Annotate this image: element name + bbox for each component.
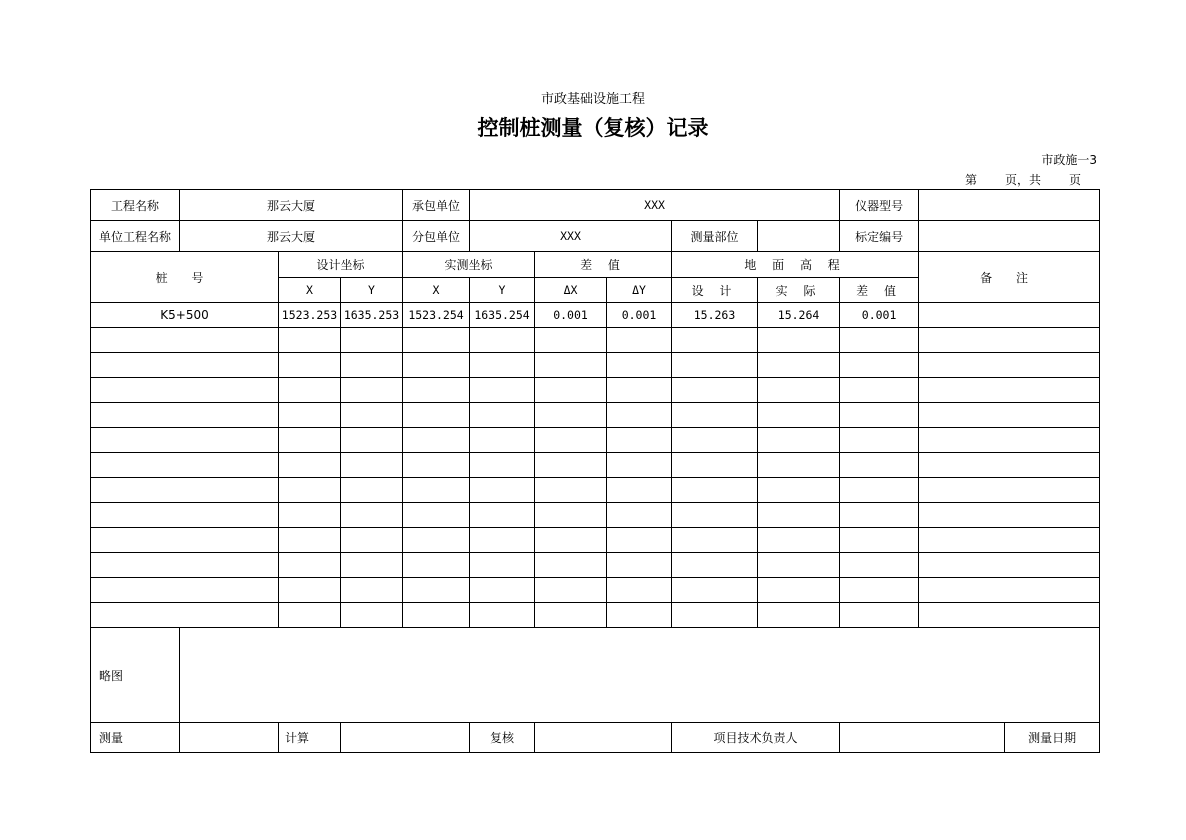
measured-x-cell[interactable] (403, 353, 470, 378)
pile-no-cell[interactable] (91, 553, 279, 578)
delta-x-cell[interactable] (535, 528, 607, 553)
remark-cell[interactable] (919, 378, 1100, 403)
design-x-cell[interactable] (279, 453, 341, 478)
table-row (91, 578, 1100, 603)
table-row (91, 503, 1100, 528)
pile-no-cell[interactable]: K5+500 (91, 303, 279, 328)
elev-design-cell[interactable] (672, 478, 758, 503)
measured-x-cell[interactable] (403, 553, 470, 578)
subcontractor-label: 分包单位 (403, 221, 470, 252)
survey-part-label: 测量部位 (672, 221, 758, 252)
instrument-model-label: 仪器型号 (840, 190, 919, 221)
remark-cell[interactable] (919, 578, 1100, 603)
elev-diff-cell[interactable] (840, 403, 919, 428)
contractor-label: 承包单位 (403, 190, 470, 221)
unit-project-label: 单位工程名称 (91, 221, 180, 252)
design-y-cell[interactable]: 1635.253 (341, 303, 403, 328)
info-row-2 (91, 221, 1100, 252)
elev-design-cell[interactable] (672, 378, 758, 403)
measured-x-cell[interactable] (403, 403, 470, 428)
elev-design-cell[interactable] (672, 578, 758, 603)
elev-diff-cell[interactable] (840, 453, 919, 478)
page-label-b: 页，共 (1005, 173, 1042, 187)
delta-x-cell[interactable] (535, 553, 607, 578)
elev-actual-cell[interactable] (758, 428, 840, 453)
elev-design-cell[interactable] (672, 328, 758, 353)
elev-diff-cell[interactable] (840, 528, 919, 553)
column-group-header (91, 252, 1100, 278)
measured-y-header: Y (470, 278, 535, 303)
remark-cell[interactable] (919, 503, 1100, 528)
survey-date-label: 测量日期 (1005, 723, 1100, 753)
design-y-cell[interactable] (341, 578, 403, 603)
elev-diff-cell[interactable] (840, 553, 919, 578)
design-x-header: X (279, 278, 341, 303)
delta-y-cell[interactable] (607, 478, 672, 503)
elev-actual-cell[interactable] (758, 453, 840, 478)
measured-x-header: X (403, 278, 470, 303)
delta-x-cell[interactable] (535, 378, 607, 403)
measured-coord-header: 实测坐标 (403, 252, 535, 278)
delta-y-cell[interactable] (607, 378, 672, 403)
measured-x-cell[interactable]: 1523.254 (403, 303, 470, 328)
pile-no-cell[interactable] (91, 503, 279, 528)
delta-x-cell[interactable] (535, 578, 607, 603)
measured-y-cell[interactable] (470, 378, 535, 403)
delta-y-cell[interactable] (607, 528, 672, 553)
calc-signature[interactable] (341, 723, 470, 753)
pile-no-cell[interactable] (91, 578, 279, 603)
pile-no-cell[interactable] (91, 428, 279, 453)
pile-no-cell[interactable] (91, 328, 279, 353)
measured-x-cell[interactable] (403, 578, 470, 603)
elev-design-cell[interactable]: 15.263 (672, 303, 758, 328)
measured-y-cell[interactable] (470, 553, 535, 578)
elev-diff-cell[interactable] (840, 503, 919, 528)
page-info (965, 171, 1081, 188)
remarks-header: 备 注 (919, 252, 1100, 303)
elev-diff-cell[interactable] (840, 378, 919, 403)
table-row (91, 428, 1100, 453)
design-y-cell[interactable] (341, 403, 403, 428)
elev-diff-cell[interactable] (840, 428, 919, 453)
table-row (91, 378, 1100, 403)
info-row-1 (91, 190, 1100, 221)
page-label-c: 页 (1069, 173, 1082, 187)
review-signature[interactable] (535, 723, 672, 753)
instrument-model-value[interactable] (919, 190, 1100, 221)
measured-x-cell[interactable] (403, 453, 470, 478)
elev-design-header: 设 计 (672, 278, 758, 303)
measured-y-cell[interactable] (470, 353, 535, 378)
elev-actual-cell[interactable] (758, 353, 840, 378)
elev-actual-cell[interactable] (758, 578, 840, 603)
elev-diff-cell[interactable] (840, 578, 919, 603)
delta-y-cell[interactable] (607, 403, 672, 428)
calibration-no-label: 标定编号 (840, 221, 919, 252)
design-y-cell[interactable] (341, 478, 403, 503)
elev-design-cell[interactable] (672, 453, 758, 478)
delta-y-cell[interactable] (607, 428, 672, 453)
table-row (91, 453, 1100, 478)
measured-y-cell[interactable] (470, 453, 535, 478)
design-y-header: Y (341, 278, 403, 303)
unit-project-value[interactable]: 那云大厦 (180, 221, 403, 252)
design-x-cell[interactable] (279, 428, 341, 453)
elev-actual-cell[interactable]: 15.264 (758, 303, 840, 328)
calc-label: 计算 (279, 723, 341, 753)
table-row (91, 553, 1100, 578)
measured-x-cell[interactable] (403, 328, 470, 353)
design-y-cell[interactable] (341, 428, 403, 453)
difference-header: 差 值 (535, 252, 672, 278)
design-x-cell[interactable] (279, 603, 341, 628)
review-label: 复核 (470, 723, 535, 753)
delta-x-cell[interactable] (535, 503, 607, 528)
sketch-row (91, 628, 1100, 723)
page-label-a: 第 (965, 173, 978, 187)
elev-diff-cell[interactable] (840, 603, 919, 628)
signature-row (91, 723, 1100, 753)
design-y-cell[interactable] (341, 353, 403, 378)
delta-x-cell[interactable] (535, 603, 607, 628)
remark-cell[interactable] (919, 478, 1100, 503)
table-row (91, 478, 1100, 503)
measured-y-cell[interactable] (470, 403, 535, 428)
measured-y-cell[interactable]: 1635.254 (470, 303, 535, 328)
design-coord-header: 设计坐标 (279, 252, 403, 278)
remark-cell[interactable] (919, 353, 1100, 378)
design-x-cell[interactable] (279, 353, 341, 378)
measured-y-cell[interactable] (470, 578, 535, 603)
remark-cell[interactable] (919, 328, 1100, 353)
elev-design-cell[interactable] (672, 528, 758, 553)
contractor-value[interactable]: XXX (470, 190, 840, 221)
delta-x-cell[interactable] (535, 403, 607, 428)
elev-actual-cell[interactable] (758, 403, 840, 428)
design-x-cell[interactable] (279, 553, 341, 578)
delta-y-cell[interactable] (607, 503, 672, 528)
measured-y-cell[interactable] (470, 603, 535, 628)
delta-x-header: ΔX (535, 278, 607, 303)
design-x-cell[interactable]: 1523.253 (279, 303, 341, 328)
table-row (91, 353, 1100, 378)
subcontractor-value[interactable]: XXX (470, 221, 672, 252)
design-x-cell[interactable] (279, 328, 341, 353)
elev-diff-header: 差 值 (840, 278, 919, 303)
delta-y-cell[interactable] (607, 603, 672, 628)
design-x-cell[interactable] (279, 478, 341, 503)
measured-x-cell[interactable] (403, 378, 470, 403)
elev-actual-cell[interactable] (758, 553, 840, 578)
elev-actual-cell[interactable] (758, 328, 840, 353)
elev-diff-cell[interactable] (840, 478, 919, 503)
elev-design-cell[interactable] (672, 603, 758, 628)
remark-cell[interactable] (919, 603, 1100, 628)
design-y-cell[interactable] (341, 378, 403, 403)
design-x-cell[interactable] (279, 578, 341, 603)
elev-design-cell[interactable] (672, 503, 758, 528)
delta-y-cell[interactable] (607, 328, 672, 353)
table-row (91, 303, 1100, 328)
measured-x-cell[interactable] (403, 503, 470, 528)
pile-no-cell[interactable] (91, 478, 279, 503)
survey-label: 测量 (91, 723, 180, 753)
pile-no-cell[interactable] (91, 353, 279, 378)
project-name-value[interactable]: 那云大厦 (180, 190, 403, 221)
elev-design-cell[interactable] (672, 428, 758, 453)
design-y-cell[interactable] (341, 603, 403, 628)
remark-cell[interactable] (919, 428, 1100, 453)
form-subtitle: 市政基础设施工程 (540, 92, 645, 107)
remark-cell[interactable] (919, 453, 1100, 478)
design-y-cell[interactable] (341, 503, 403, 528)
table-row (91, 328, 1100, 353)
remark-cell[interactable] (919, 303, 1100, 328)
remark-cell[interactable] (919, 528, 1100, 553)
measured-x-cell[interactable] (403, 603, 470, 628)
survey-record-table (90, 189, 1100, 753)
calibration-no-value[interactable] (919, 221, 1100, 252)
design-x-cell[interactable] (279, 403, 341, 428)
design-y-cell[interactable] (341, 553, 403, 578)
measured-y-cell[interactable] (470, 328, 535, 353)
measured-y-cell[interactable] (470, 503, 535, 528)
delta-x-cell[interactable]: 0.001 (535, 303, 607, 328)
survey-signature[interactable] (180, 723, 279, 753)
pile-no-header: 桩 号 (91, 252, 279, 303)
measured-x-cell[interactable] (403, 528, 470, 553)
measured-y-cell[interactable] (470, 428, 535, 453)
delta-y-cell[interactable] (607, 353, 672, 378)
survey-part-value[interactable] (758, 221, 840, 252)
tech-lead-label: 项目技术负责人 (672, 723, 840, 753)
delta-x-cell[interactable] (535, 328, 607, 353)
delta-y-header: ΔY (607, 278, 672, 303)
table-row (91, 603, 1100, 628)
remark-cell[interactable] (919, 403, 1100, 428)
delta-x-cell[interactable] (535, 428, 607, 453)
form-title: 控制桩测量（复核）记录 (477, 116, 709, 140)
delta-y-cell[interactable] (607, 578, 672, 603)
elev-actual-cell[interactable] (758, 503, 840, 528)
delta-y-cell[interactable] (607, 453, 672, 478)
design-y-cell[interactable] (341, 328, 403, 353)
measured-x-cell[interactable] (403, 478, 470, 503)
pile-no-cell[interactable] (91, 453, 279, 478)
measured-x-cell[interactable] (403, 428, 470, 453)
elev-diff-cell[interactable] (840, 328, 919, 353)
ground-elevation-header: 地 面 高 程 (672, 252, 919, 278)
elev-design-cell[interactable] (672, 403, 758, 428)
delta-y-cell[interactable] (607, 553, 672, 578)
elev-actual-header: 实 际 (758, 278, 840, 303)
elev-design-cell[interactable] (672, 553, 758, 578)
sketch-label: 略图 (91, 628, 180, 723)
elev-actual-cell[interactable] (758, 378, 840, 403)
table-row (91, 528, 1100, 553)
elev-diff-cell[interactable]: 0.001 (840, 303, 919, 328)
delta-y-cell[interactable]: 0.001 (607, 303, 672, 328)
delta-x-cell[interactable] (535, 353, 607, 378)
elev-actual-cell[interactable] (758, 603, 840, 628)
elev-design-cell[interactable] (672, 353, 758, 378)
delta-x-cell[interactable] (535, 453, 607, 478)
design-x-cell[interactable] (279, 378, 341, 403)
remark-cell[interactable] (919, 553, 1100, 578)
elev-diff-cell[interactable] (840, 353, 919, 378)
design-y-cell[interactable] (341, 453, 403, 478)
table-row (91, 403, 1100, 428)
measured-y-cell[interactable] (470, 528, 535, 553)
tech-lead-signature[interactable] (840, 723, 1005, 753)
pile-no-cell[interactable] (91, 403, 279, 428)
sketch-area[interactable] (180, 628, 1100, 723)
design-x-cell[interactable] (279, 503, 341, 528)
pile-no-cell[interactable] (91, 603, 279, 628)
pile-no-cell[interactable] (91, 528, 279, 553)
elev-actual-cell[interactable] (758, 478, 840, 503)
measured-y-cell[interactable] (470, 478, 535, 503)
elev-actual-cell[interactable] (758, 528, 840, 553)
design-y-cell[interactable] (341, 528, 403, 553)
project-name-label: 工程名称 (91, 190, 180, 221)
pile-no-cell[interactable] (91, 378, 279, 403)
delta-x-cell[interactable] (535, 478, 607, 503)
form-code: 市政施一3 (1041, 153, 1097, 167)
design-x-cell[interactable] (279, 528, 341, 553)
